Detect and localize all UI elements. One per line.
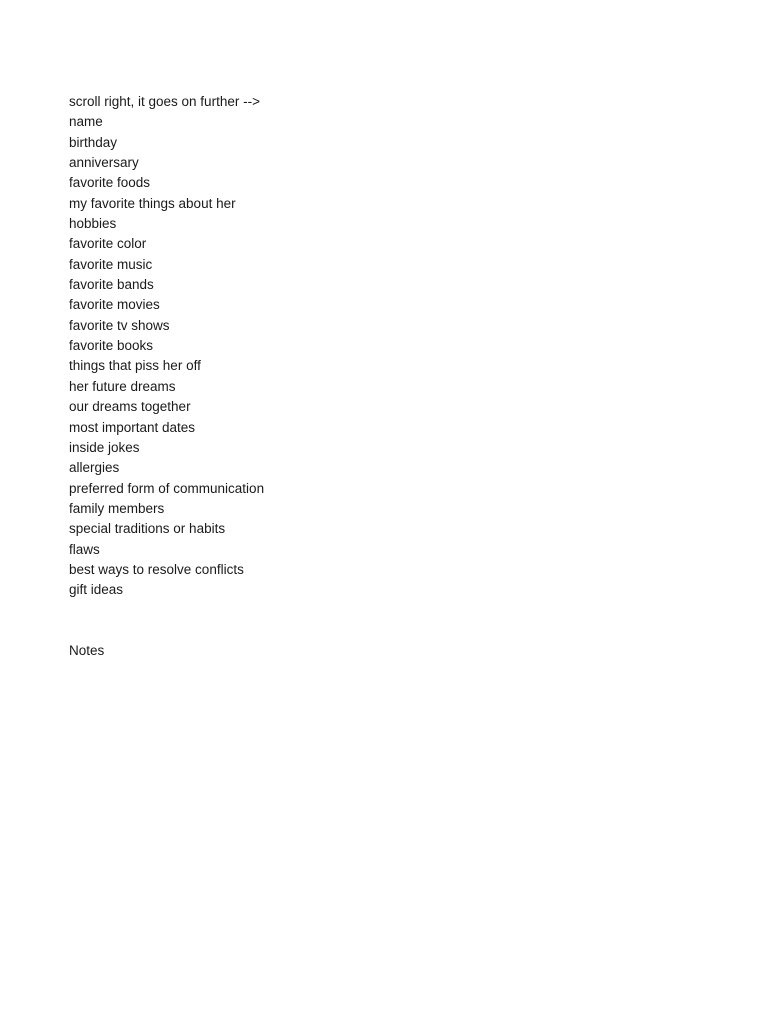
field-allergies: allergies xyxy=(69,460,120,476)
notes-label: Notes xyxy=(69,643,105,659)
field-dreams-together: our dreams together xyxy=(69,399,191,415)
field-favorite-foods: favorite foods xyxy=(69,175,151,191)
field-favorite-things: my favorite things about her xyxy=(69,195,236,211)
field-name: name xyxy=(69,114,103,130)
field-family-members: family members xyxy=(69,500,165,516)
blank-rows xyxy=(69,601,709,642)
field-favorite-music: favorite music xyxy=(69,256,153,272)
field-favorite-books: favorite books xyxy=(69,338,154,354)
field-gift-ideas: gift ideas xyxy=(69,582,124,598)
field-favorite-tv-shows: favorite tv shows xyxy=(69,317,170,333)
field-flaws: flaws xyxy=(69,541,100,557)
field-birthday: birthday xyxy=(69,134,118,150)
field-favorite-movies: favorite movies xyxy=(69,297,160,313)
field-pet-peeves: things that piss her off xyxy=(69,358,201,374)
field-favorite-color: favorite color xyxy=(69,236,147,252)
field-important-dates: most important dates xyxy=(69,419,196,435)
field-resolve-conflicts: best ways to resolve conflicts xyxy=(69,561,244,577)
spreadsheet-column xyxy=(69,92,709,662)
field-traditions: special traditions or habits xyxy=(69,521,226,537)
field-anniversary: anniversary xyxy=(69,155,139,171)
field-inside-jokes: inside jokes xyxy=(69,439,140,455)
scroll-hint: scroll right, it goes on further --> xyxy=(69,94,260,109)
field-favorite-bands: favorite bands xyxy=(69,277,154,293)
field-future-dreams: her future dreams xyxy=(69,378,176,394)
field-communication: preferred form of communication xyxy=(69,480,265,496)
field-hobbies: hobbies xyxy=(69,216,117,232)
